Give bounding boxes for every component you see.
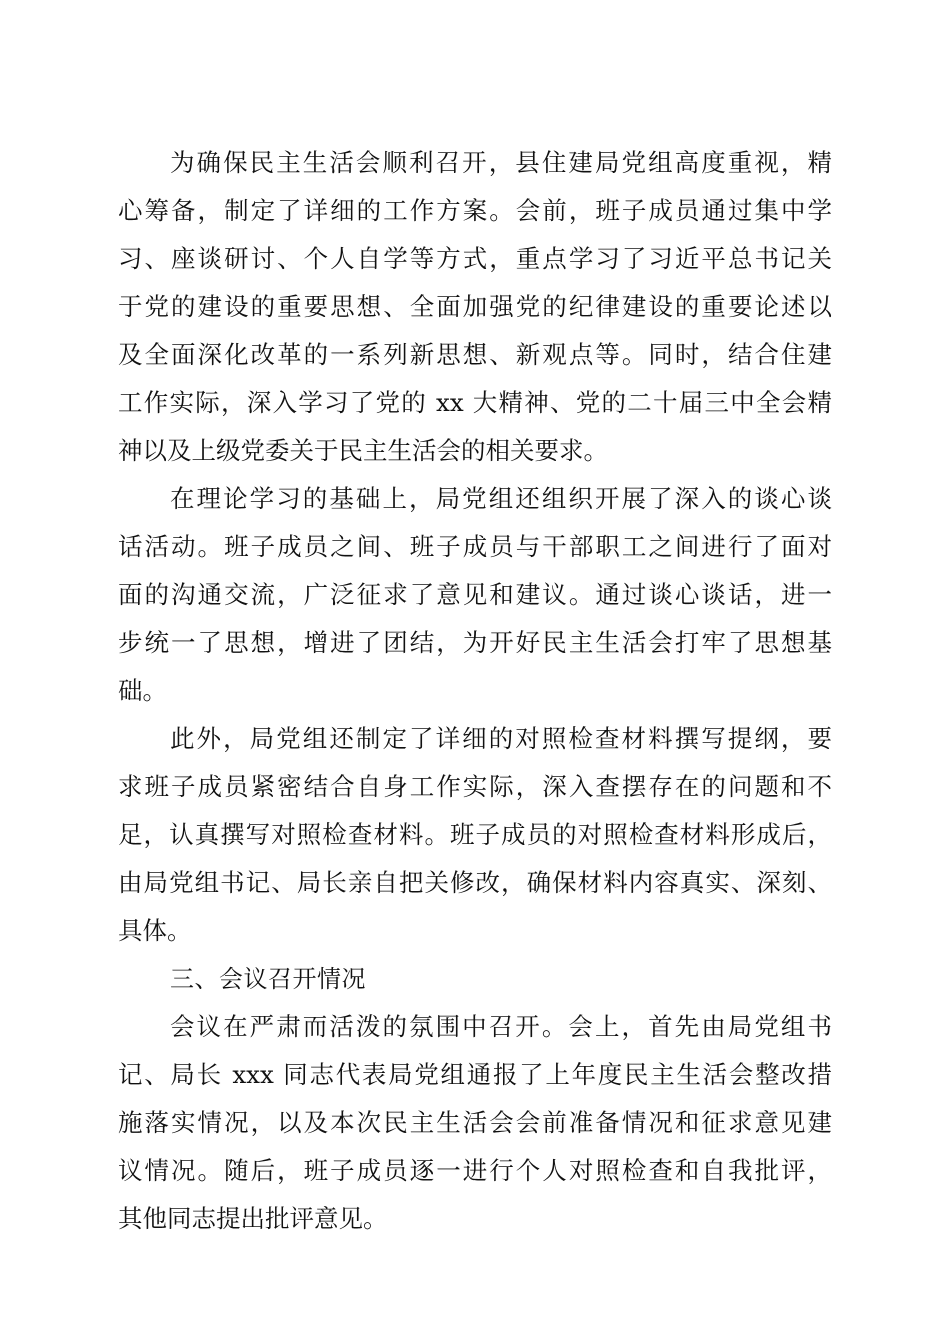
paragraph-preparation bbox=[118, 139, 832, 475]
text-line: 及全面深化改革的一系列新思想、新观点等。同时，结合住建 bbox=[118, 340, 832, 369]
text-line: 具体。 bbox=[118, 916, 192, 945]
text-line: 心筹备，制定了详细的工作方案。会前，班子成员通过集中学 bbox=[118, 196, 832, 225]
text-line: 记、局长 xxx 同志代表局党组通报了上年度民主生活会整改措 bbox=[118, 1060, 832, 1089]
section-heading: 三、会议召开情况 bbox=[170, 965, 366, 993]
text-line: 话活动。班子成员之间、班子成员与干部职工之间进行了面对 bbox=[118, 532, 832, 561]
text-line: 为确保民主生活会顺利召开，县住建局党组高度重视，精 bbox=[170, 148, 832, 177]
text-line: 于党的建设的重要思想、全面加强党的纪律建设的重要论述以 bbox=[118, 292, 832, 321]
text-line: 议情况。随后，班子成员逐一进行个人对照检查和自我批评， bbox=[118, 1156, 832, 1185]
paragraph-heart-to-heart-talks bbox=[118, 475, 832, 715]
text-line: 足，认真撰写对照检查材料。班子成员的对照检查材料形成后， bbox=[118, 820, 832, 849]
text-line: 在理论学习的基础上，局党组还组织开展了深入的谈心谈 bbox=[170, 484, 832, 513]
text-line: 工作实际，深入学习了党的 xx 大精神、党的二十届三中全会精 bbox=[118, 388, 832, 417]
text-line: 施落实情况，以及本次民主生活会会前准备情况和征求意见建 bbox=[118, 1108, 832, 1137]
text-line: 神以及上级党委关于民主生活会的相关要求。 bbox=[118, 436, 608, 465]
text-line: 此外，局党组还制定了详细的对照检查材料撰写提纲，要 bbox=[170, 724, 832, 753]
text-line: 础。 bbox=[118, 676, 167, 705]
text-line: 会议在严肃而活泼的氛围中召开。会上，首先由局党组书 bbox=[170, 1012, 832, 1041]
section-heading-meeting bbox=[118, 955, 832, 1003]
paragraph-inspection-materials bbox=[118, 715, 832, 955]
text-line: 步统一了思想，增进了团结，为开好民主生活会打牢了思想基 bbox=[118, 628, 832, 657]
text-line: 求班子成员紧密结合自身工作实际，深入查摆存在的问题和不 bbox=[118, 772, 832, 801]
text-line: 其他同志提出批评意见。 bbox=[118, 1204, 388, 1233]
text-line: 习、座谈研讨、个人自学等方式，重点学习了习近平总书记关 bbox=[118, 244, 832, 273]
document-body bbox=[118, 139, 832, 1243]
text-line: 由局党组书记、局长亲自把关修改，确保材料内容真实、深刻、 bbox=[118, 868, 832, 897]
paragraph-meeting-proceedings bbox=[118, 1003, 832, 1243]
text-line: 面的沟通交流，广泛征求了意见和建议。通过谈心谈话，进一 bbox=[118, 580, 832, 609]
